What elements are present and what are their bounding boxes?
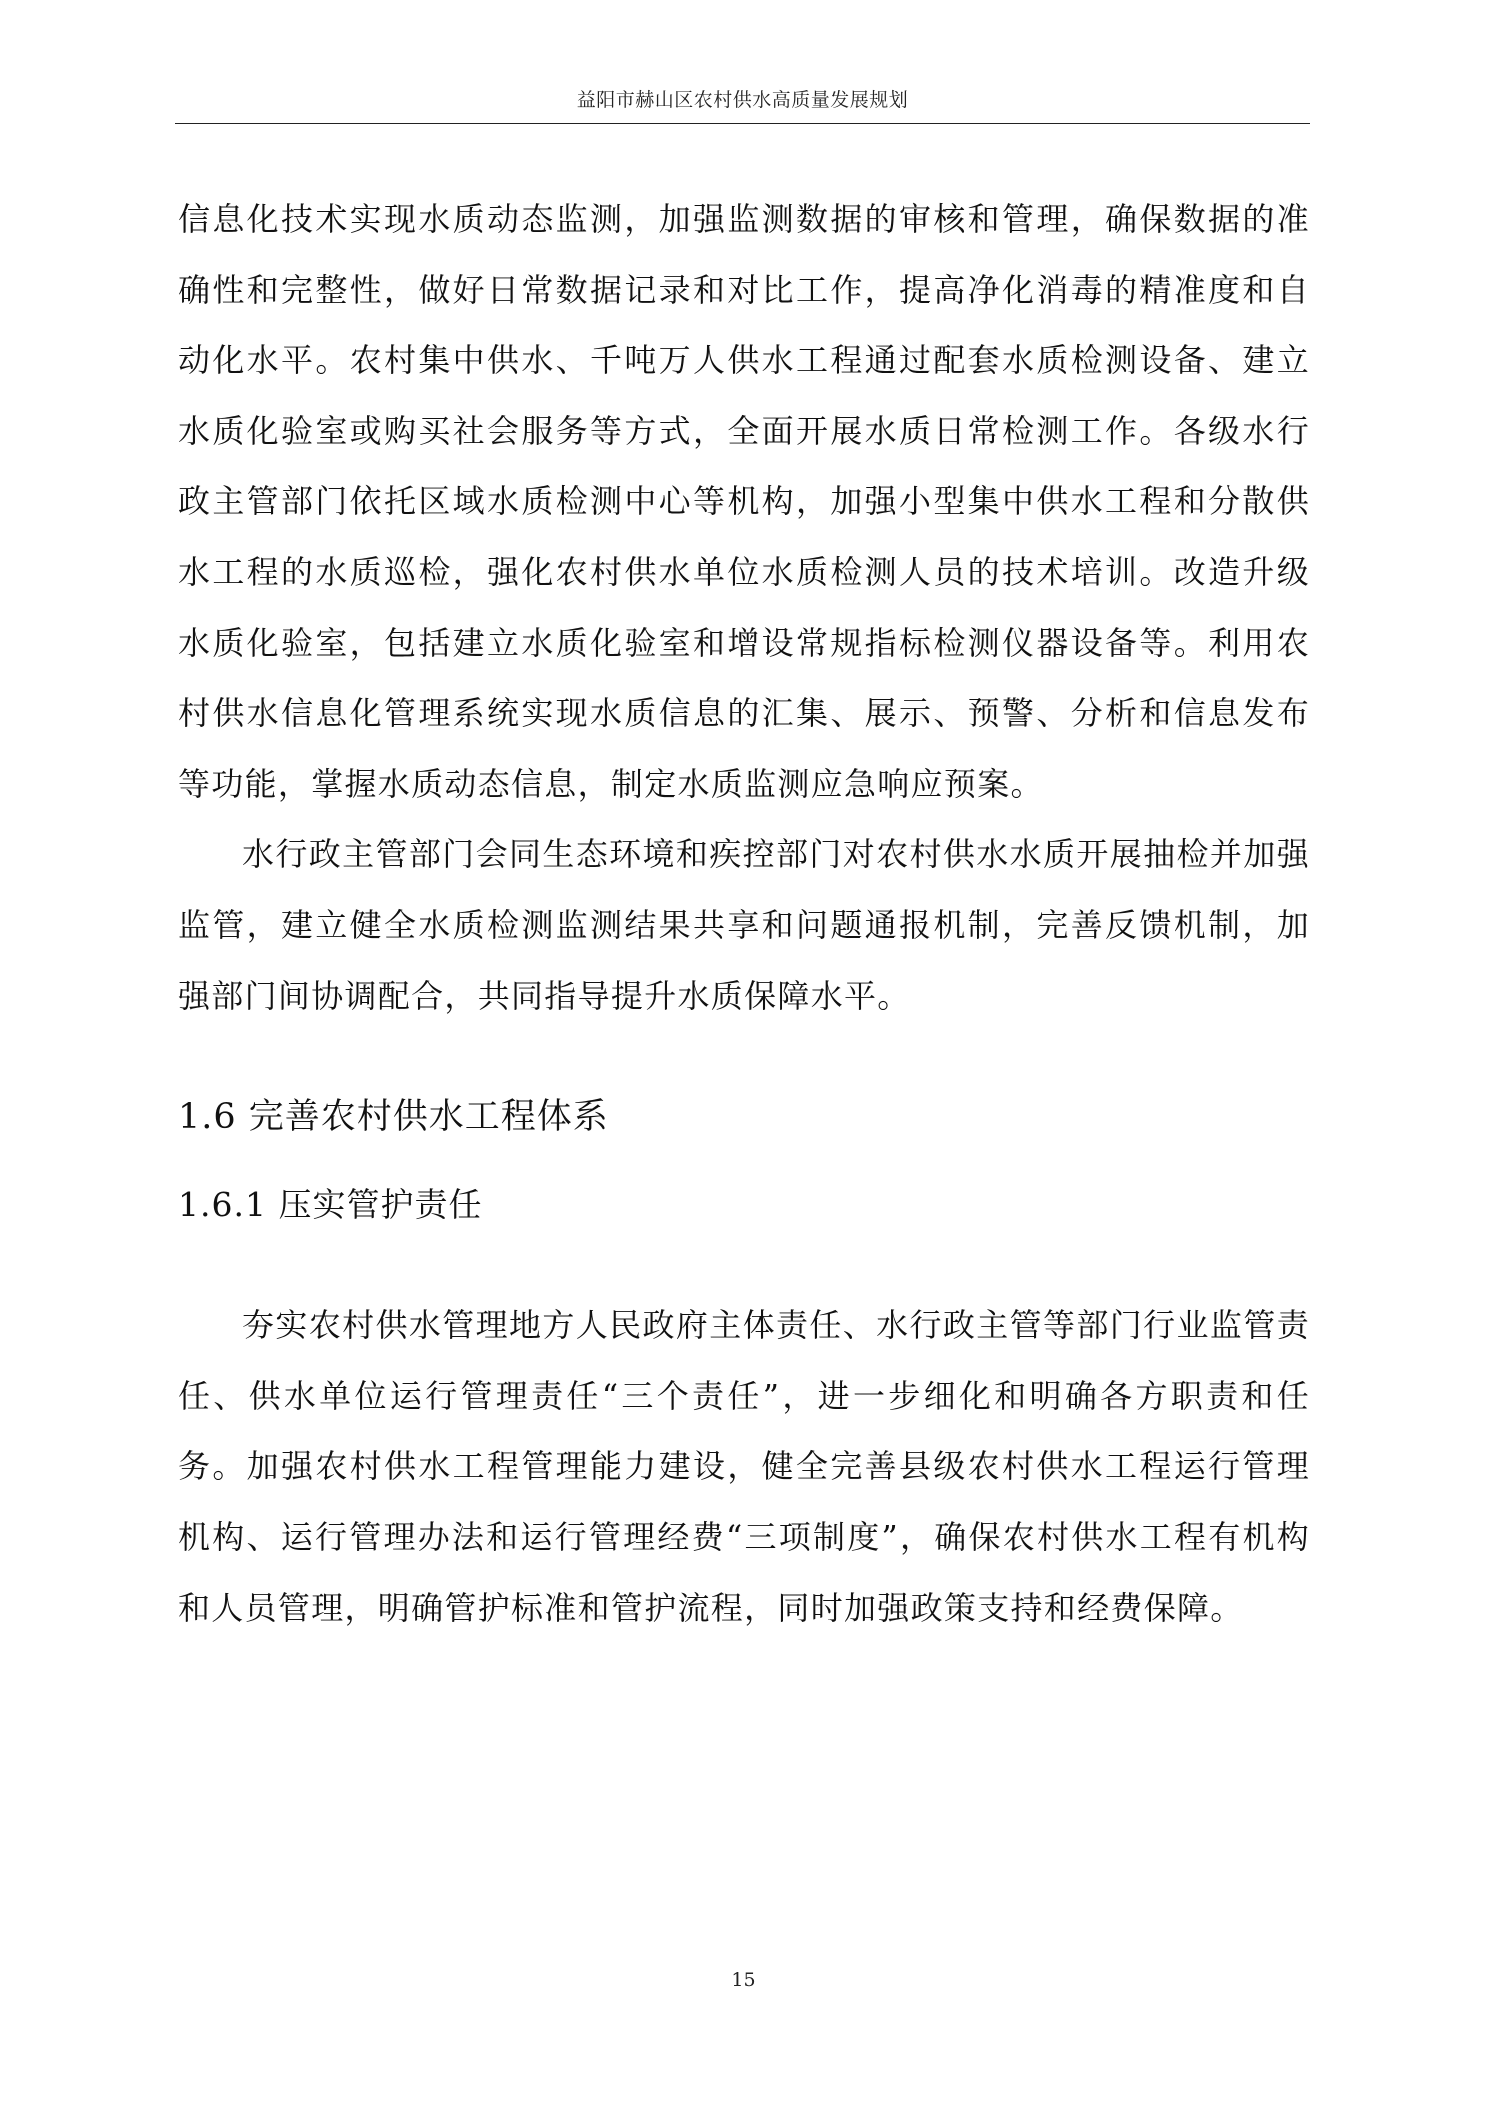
subsection-heading: 1.6.1 压实管护责任 <box>178 1185 483 1225</box>
body-paragraph: 夯实农村供水管理地方人民政府主体责任、水行政主管等部门行业监管责任、供水单位运行管理责任“三个责任”，进一步细化和明确各方职责和任务。加强农村供水工程管理能力建设，健全完善县级农村供水工程运行管理机构、运行管理办法和运行管理经费“三项制度”，确保农村供水工程有机构和人员管理，明确管护标准和管护流程，同时加强政策支持和经费保障。 <box>178 1306 1310 1627</box>
body-paragraph: 水行政主管部门会同生态环境和疾控部门对农村供水水质开展抽检并加强监管，建立健全水质检测监测结果共享和问题通报机制，完善反馈机制，加强部门间协调配合，共同指导提升水质保障水平。 <box>178 835 1310 1015</box>
body-paragraph-continued: 信息化技术实现水质动态监测，加强监测数据的审核和管理，确保数据的准确性和完整性，做好日常数据记录和对比工作，提高净化消毒的精准度和自动化水平。农村集中供水、千吨万人供水工程通过配套水质检测设备、建立水质化验室或购买社会服务等方式，全面开展水质日常检测工作。各级水行政主管部门依托区域水质检测中心等机构，加强小型集中供水工程和分散供水工程的水质巡检，强化农村供水单位水质检测人员的技术培训。改造升级水质化验室，包括建立水质化验室和增设常规指标检测仪器设备等。利用农村供水信息化管理系统实现水质信息的汇集、展示、预警、分析和信息发布等功能，掌握水质动态信息，制定水质监测应急响应预案。 <box>178 200 1310 803</box>
section-heading: 1.6 完善农村供水工程体系 <box>178 1097 609 1138</box>
header-divider <box>175 123 1310 124</box>
running-header-title: 益阳市赫山区农村供水高质量发展规划 <box>576 89 909 111</box>
page-content <box>178 186 1310 1643</box>
page-number: 15 <box>731 1969 756 1991</box>
